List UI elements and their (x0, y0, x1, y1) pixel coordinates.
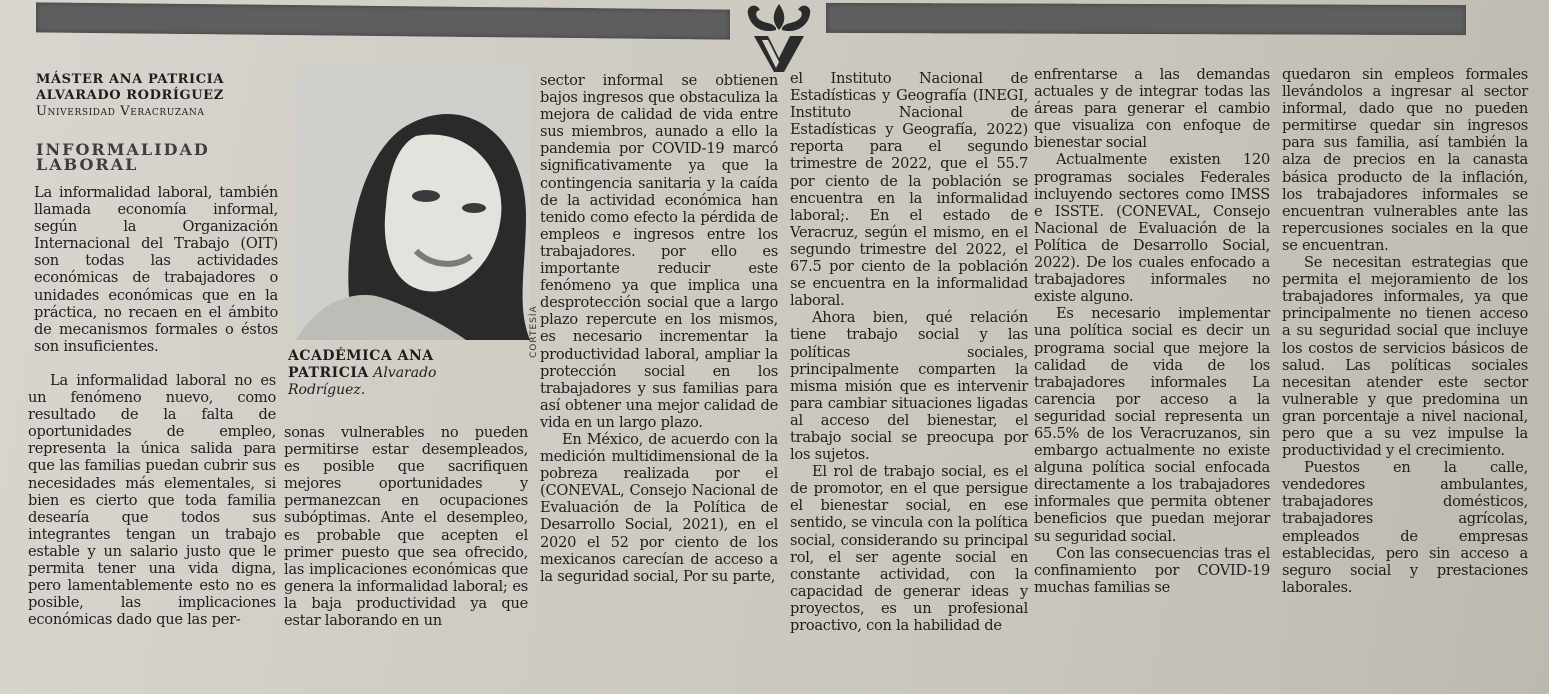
fleur-de-lis-v-icon (736, 0, 822, 74)
caption-italic-2: Rodríguez. (288, 382, 366, 398)
paragraph: En México, de acuerdo con la medición multidimensional de la pobreza realizada por el (CONEVAL, Consejo Nacional de Evaluación de la Política de Desarrollo Social, 2021), en el 2020 el 52 por ciento de los mexicanos carecían de acceso a la seguridad social, Por su parte, (540, 430, 778, 585)
article-column-4 (790, 70, 1028, 634)
caption-bold-1: ACADÉMICA ANA (288, 348, 434, 364)
article-column-1a (34, 184, 278, 355)
paragraph: Actualmente existen 120 programas sociales Federales incluyendo sectores como IMSS e ISSTE. (CONEVAL, Consejo Nacional de Evaluación de la Política de Desarrollo Social, 2022). De los cuales enfocado a trabajadores informales no existe alguno. (1034, 151, 1270, 306)
paragraph: Puestos en la calle, vendedores ambulantes, trabajadores domésticos, trabajadores agrícolas, empleados de empresas establecidas, pero sin acceso a seguro social y prestaciones laborales. (1282, 459, 1528, 596)
byline (36, 72, 286, 172)
paragraph: El rol de trabajo social, es el de promotor, en el que persigue el bienestar social, en ese sentido, se vincula con la política social, considerando su principal rol, el ser agente social en constante actividad, con la capacidad de generar ideas y proyectos, es un profesional proactivo, con la habilidad de (790, 463, 1028, 634)
paragraph: enfrentarse a las demandas actuales y de integrar todas las áreas para generar el cambio que visualiza con enfoque de bienestar social (1034, 66, 1270, 152)
paragraph: Ahora bien, qué relación tiene trabajo social y las políticas sociales, principalmente comparten la misma misión que es intervenir para cambiar situaciones ligadas al acceso del bienestar, el trabajo social se preocupa por los sujetos. (790, 309, 1028, 464)
paragraph: el Instituto Nacional de Estadísticas y Geografía (INEGI, Instituto Nacional de Estadísticas y Geografía, 2022) reporta para el segundo trimestre de 2022, que el 55.7 por ciento de la población se encuentra en la informalidad laboral;. En el estado de Veracruz, según el mismo, en el segundo trimestre del 2022, el 67.5 por ciento de la población se encuentra en la informalidad laboral. (790, 70, 1028, 310)
photo-credit: CORTESÍA (529, 305, 539, 358)
article-column-3 (540, 72, 778, 585)
section-title-line1: INFORMALIDAD (36, 140, 210, 159)
caption-italic-1: Alvarado (368, 365, 437, 381)
header-band-left (36, 2, 730, 39)
paragraph: La informalidad laboral no es un fenómeno nuevo, como resultado de la falta de oportunidades de empleo, representa la única salida para que las familias puedan cubrir sus necesidades más elementales, si bien es cierto que toda familia desearía que todos sus integrantes tengan un trabajo estable y un salario justo que le permita tener una vida digna, pero lamentablemente esto no es posible, las implicaciones económicas dado que las per- (28, 372, 276, 629)
paragraph: sonas vulnerables no pueden permitirse estar desempleados, es posible que sacrifiquen mejores oportunidades y permanezcan en ocupaciones subóptimas. Ante el desempleo, es probable que acepten el primer puesto que sea ofrecido, las implicaciones económicas que genera la informalidad laboral; es la baja productividad ya que estar laborando en un (284, 424, 528, 630)
article-column-6 (1282, 66, 1528, 596)
paragraph: La informalidad laboral, también llamada economía informal, según la Organización Internacional del Trabajo (OIT) son todas las actividades económicas de trabajadores o unidades económicas que en la práctica, no recaen en el ámbito de mecanismos formales o éstos son insuficientes. (34, 184, 278, 355)
header-band-right (826, 3, 1466, 35)
paragraph: quedaron sin empleos formales llevándolos a ingresar al sector informal, dado que no pueden permitirse quedar sin ingresos para sus familia, así también la alza de precios en la canasta básica producto de la inflación, los trabajadores informales se encuentran vulnerables ante las repercusiones sociales en la que se encuentran. (1282, 66, 1528, 254)
author-name-line2: ALVARADO RODRÍGUEZ (36, 88, 224, 103)
portrait-illustration (296, 66, 530, 340)
article-column-5 (1034, 66, 1270, 596)
paragraph: Con las consecuencias tras el confinamiento por COVID-19 muchas familias se (1034, 544, 1270, 596)
article-column-2 (284, 424, 528, 629)
paragraph: sector informal se obtienen bajos ingresos que obstaculiza la mejora de calidad de vida entre sus miembros, aunado a ello la pandemia por COVID-19 marcó significativamente ya que la contingencia sanitaria y la caída de la actividad económica han tenido como efecto la pérdida de empleos e ingresos entre los trabajadores. por ello es importante reducir este fenómeno ya que implica una desprotección social que a largo plazo repercute en los mismos, es necesario incrementar la productividad laboral, ampliar la protección social en los trabajadores y sus familias para así obtener una mejor calidad de vida en un largo plazo. (540, 72, 778, 431)
paragraph: Se necesitan estrategias que permita el mejoramiento de los trabajadores informales, ya que principalmente no tienen acceso a su seguridad social que incluye los costos de servicios básicos de salud. Las políticas sociales necesitan atender este sector vulnerable y que predomina un gran porcentaje a nivel nacional, pero que a su vez impulse la productividad y el crecimiento. (1282, 254, 1528, 460)
article-column-1b (28, 372, 276, 628)
caption-bold-2: PATRICIA (288, 365, 369, 381)
author-photo (296, 66, 530, 340)
section-title-line2: LABORAL (36, 155, 139, 174)
author-affiliation: Universidad Veracruzana (36, 104, 205, 119)
photo-caption (288, 348, 528, 399)
author-name-line1: MÁSTER ANA PATRICIA (36, 72, 225, 87)
paragraph: Es necesario implementar una política social es decir un programa social que mejore la calidad de vida de los trabajadores informales La carencia por acceso a la seguridad social representa un 65.5% de los Veracruzanos, sin embargo actualmente no existe alguna política social enfocada directamente a los trabajadores informales que permita obtener beneficios que puedan mejorar su seguridad social. (1034, 305, 1270, 545)
